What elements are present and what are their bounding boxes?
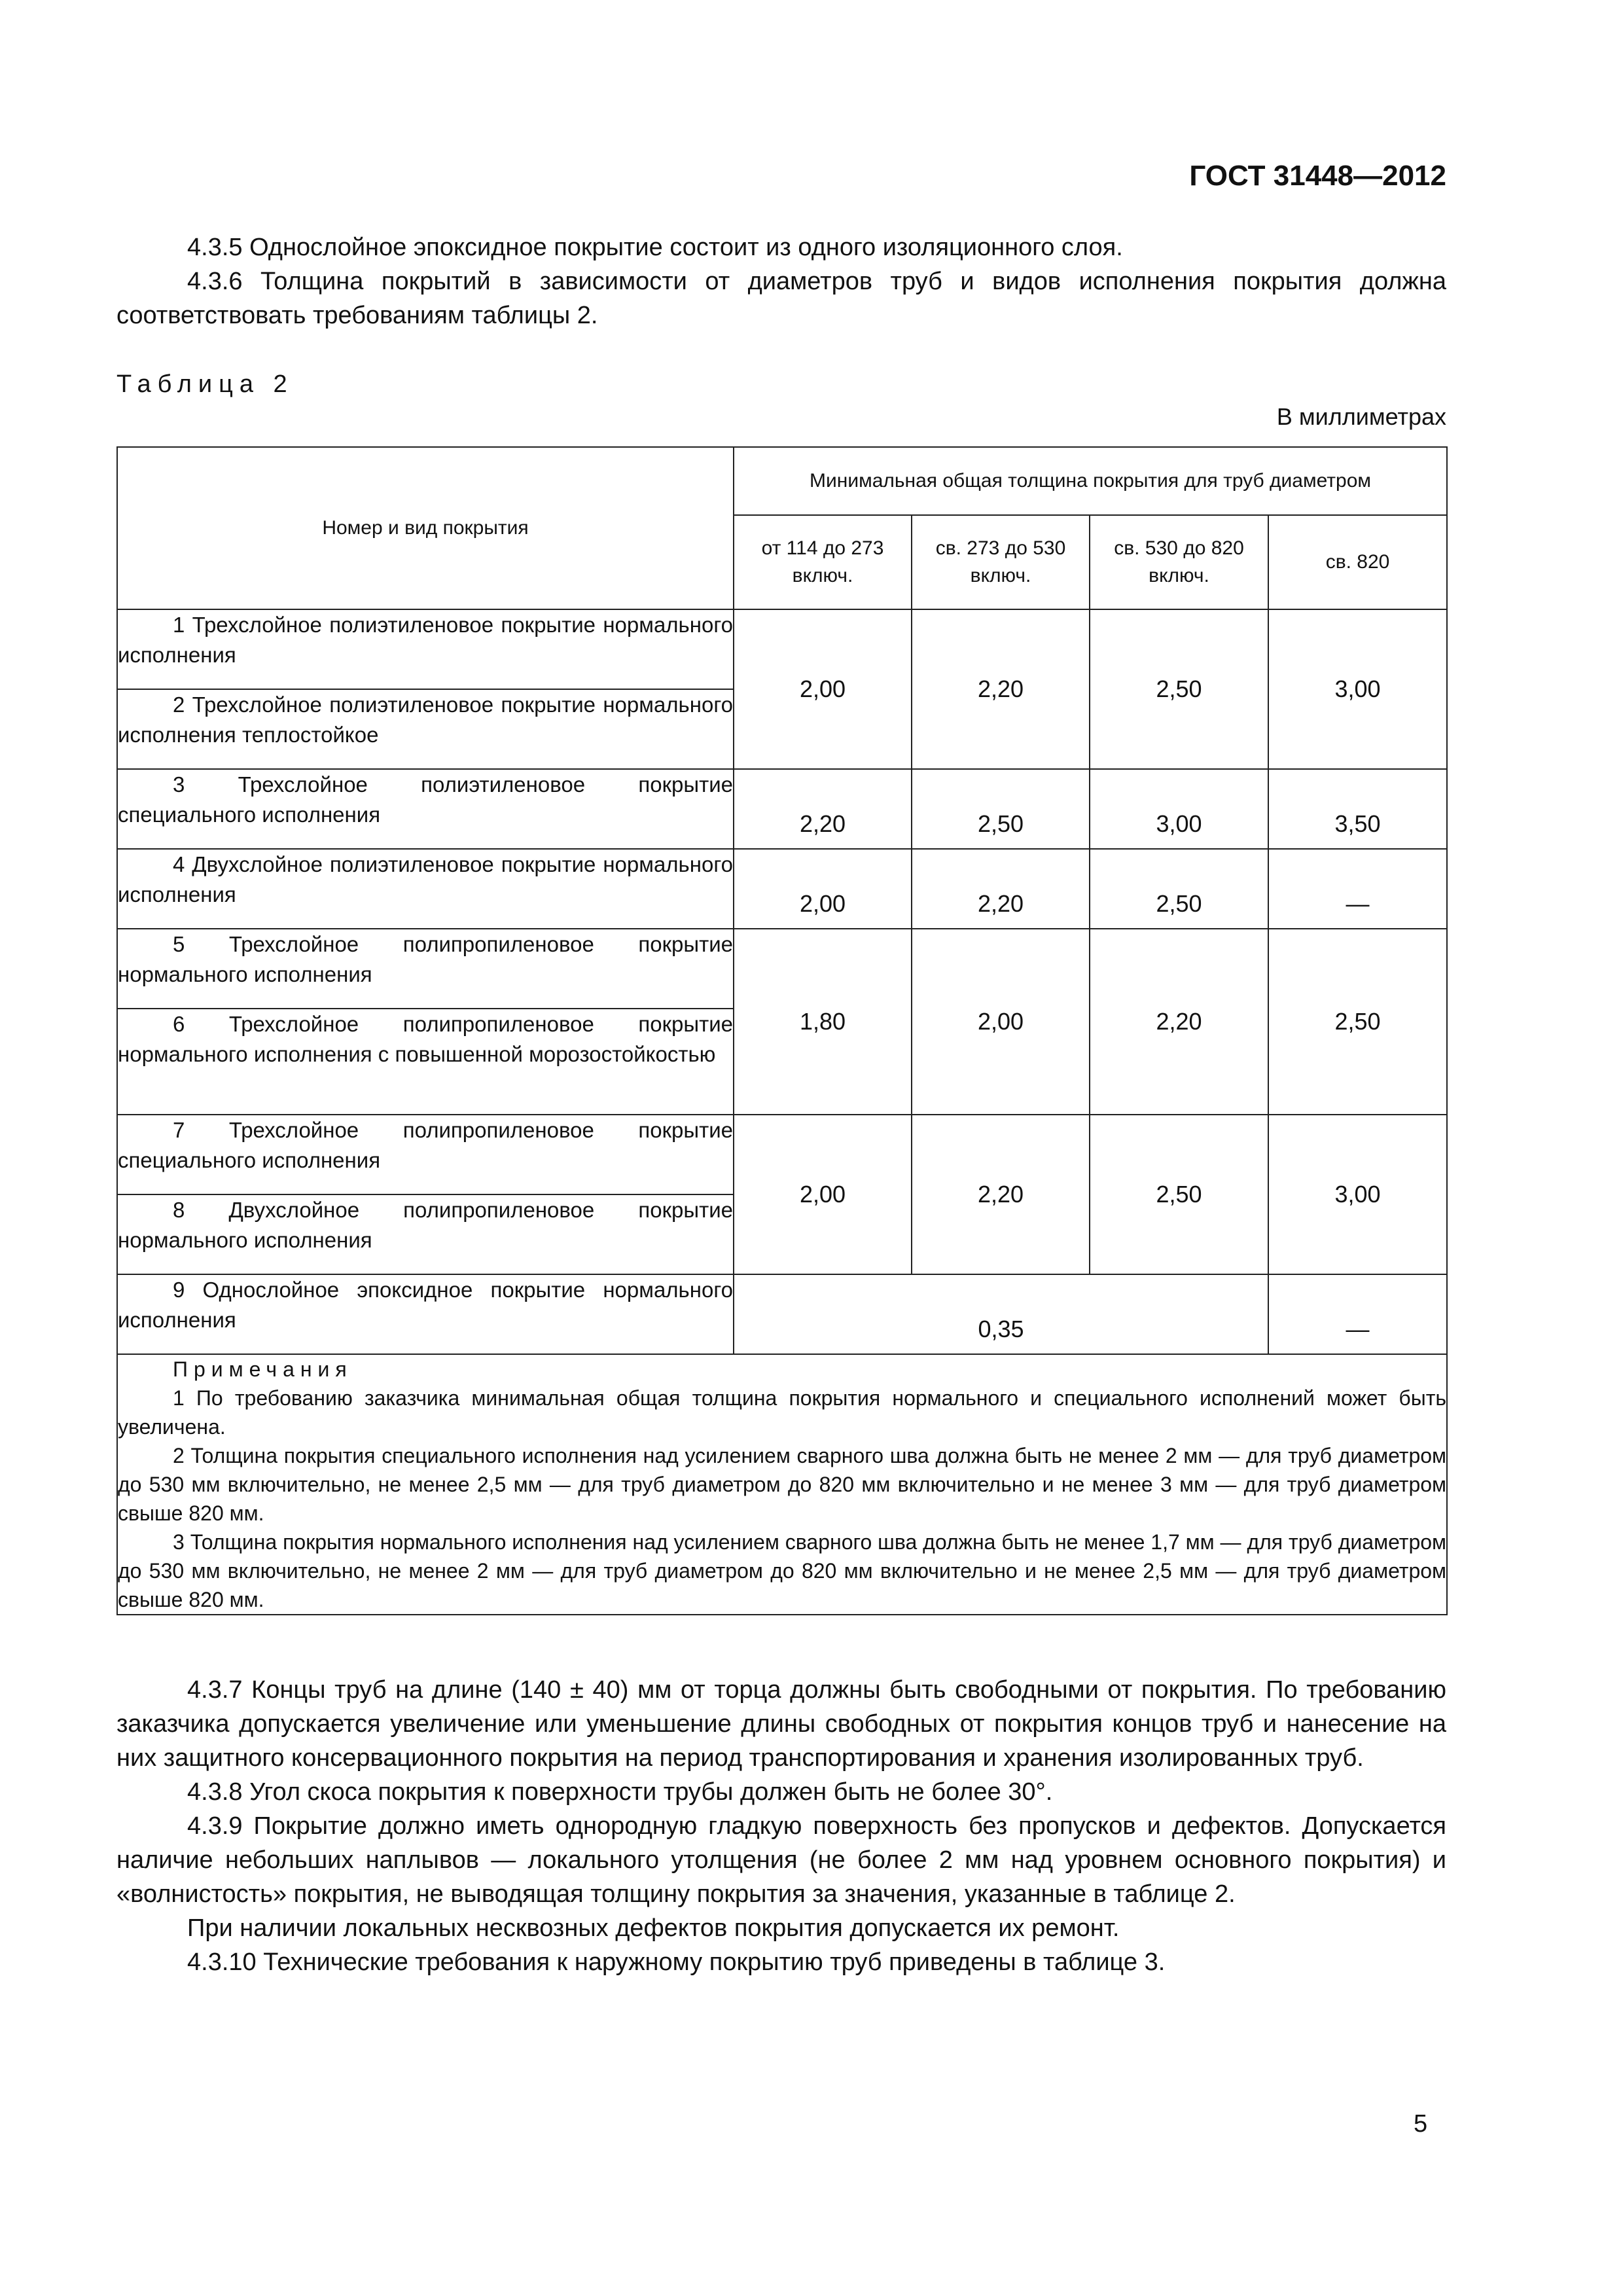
- value-cell: —: [1268, 849, 1447, 929]
- header-col-820-plus: св. 820: [1268, 515, 1447, 609]
- coating-9-label: 9 Однослойное эпоксидное покрытие нормального исполнения: [117, 1274, 734, 1354]
- paragraph-4-3-6: 4.3.6 Толщина покрытий в зависимости от диаметров труб и видов исполнения покрытия должна соответствовать требованиям таблицы 2.: [116, 268, 1446, 329]
- table-row: [117, 769, 1447, 849]
- table-notes-row: [117, 1354, 1447, 1615]
- value-cell: 2,50: [1090, 849, 1268, 929]
- header-min-thickness-group: Минимальная общая толщина покрытия для труб диаметром: [734, 447, 1447, 515]
- value-cell: 2,00: [734, 609, 912, 769]
- coating-6-label: 6 Трехслойное полипропиленовое покрытие нормального исполнения с повышенной морозостойкостью: [117, 1009, 734, 1115]
- table-caption: Таблица 2: [116, 370, 294, 398]
- following-paragraphs: [116, 1673, 1446, 1979]
- value-cell: 0,35: [734, 1274, 1268, 1354]
- value-cell: 2,20: [734, 769, 912, 849]
- value-cell: 2,50: [1090, 609, 1268, 769]
- coating-1-label: 1 Трехслойное полиэтиленовое покрытие нормального исполнения: [117, 609, 734, 689]
- table-row: [117, 609, 1447, 689]
- value-cell: 2,00: [734, 849, 912, 929]
- value-cell: 2,00: [912, 929, 1090, 1115]
- header-coating-type: Номер и вид покрытия: [117, 447, 734, 609]
- coating-thickness-table: [116, 446, 1448, 1615]
- standard-designation: ГОСТ 31448—2012: [1189, 160, 1446, 192]
- note-2: 2 Толщина покрытия специального исполнения над усилением сварного шва должна быть не менее 2 мм — для труб диаметром до 530 мм включительно, не менее 2,5 мм — для труб диаметром до 820 мм включительно и не менее 3 мм — для труб диаметром свыше 820 мм.: [118, 1444, 1447, 1525]
- coating-2-label: 2 Трехслойное полиэтиленовое покрытие нормального исполнения теплостойкое: [117, 689, 734, 769]
- coating-3-label: 3 Трехслойное полиэтиленовое покрытие специального исполнения: [117, 769, 734, 849]
- coating-7-label: 7 Трехслойное полипропиленовое покрытие специального исполнения: [117, 1115, 734, 1194]
- paragraph-4-3-7: 4.3.7 Концы труб на длине (140 ± 40) мм от торца должны быть свободными от покрытия. По требованию заказчика допускается увеличение или уменьшение длины свободных от покрытия концов труб и нанесение на них защитного консервационного покрытия на период транспортирования и хранения изолированных труб.: [116, 1676, 1446, 1772]
- note-1: 1 По требованию заказчика минимальная общая толщина покрытия нормального и специального исполнений может быть увеличена.: [118, 1386, 1447, 1439]
- header-col-114-273: от 114 до 273 включ.: [734, 515, 912, 609]
- paragraph-4-3-10: 4.3.10 Технические требования к наружному покрытию труб приведены в таблице 3.: [187, 1948, 1166, 1976]
- value-cell: 2,00: [734, 1115, 912, 1274]
- value-cell: —: [1268, 1274, 1447, 1354]
- coating-8-label: 8 Двухслойное полипропиленовое покрытие нормального исполнения: [117, 1194, 734, 1274]
- value-cell: 3,00: [1268, 609, 1447, 769]
- table-row: [117, 1274, 1447, 1354]
- coating-4-label: 4 Двухслойное полиэтиленовое покрытие нормального исполнения: [117, 849, 734, 929]
- value-cell: 2,20: [912, 849, 1090, 929]
- table-notes: [117, 1354, 1447, 1615]
- paragraph-repair: При наличии локальных несквозных дефектов покрытия допускается их ремонт.: [187, 1914, 1120, 1942]
- value-cell: 3,00: [1268, 1115, 1447, 1274]
- value-cell: 2,50: [1090, 1115, 1268, 1274]
- value-cell: 2,50: [912, 769, 1090, 849]
- value-cell: 3,00: [1090, 769, 1268, 849]
- paragraph-4-3-9: 4.3.9 Покрытие должно иметь однородную гладкую поверхность без пропусков и дефектов. Допускается наличие небольших наплывов — локального утолщения (не более 2 мм над уровнем основного покрытия) и «волнистость» покрытия, не выводящая толщину покрытия за значения, указанные в таблице 2.: [116, 1812, 1446, 1908]
- page-number: 5: [1414, 2110, 1428, 2138]
- notes-title: Примечания: [173, 1357, 353, 1381]
- value-cell: 1,80: [734, 929, 912, 1115]
- coating-5-label: 5 Трехслойное полипропиленовое покрытие нормального исполнения: [117, 929, 734, 1009]
- value-cell: 2,50: [1268, 929, 1447, 1115]
- paragraph-4-3-8: 4.3.8 Угол скоса покрытия к поверхности трубы должен быть не более 30°.: [187, 1778, 1053, 1806]
- value-cell: 2,20: [1090, 929, 1268, 1115]
- intro-paragraphs: [116, 230, 1446, 332]
- note-3: 3 Толщина покрытия нормального исполнения над усилением сварного шва должна быть не менее 1,7 мм — для труб диаметром до 530 мм включительно, не менее 2 мм — для труб диаметром до 820 мм включительно и не менее 2,5 мм — для труб диаметром свыше 820 мм.: [118, 1530, 1447, 1611]
- value-cell: 2,20: [912, 1115, 1090, 1274]
- paragraph-4-3-5: 4.3.5 Однослойное эпоксидное покрытие состоит из одного изоляционного слоя.: [187, 234, 1123, 261]
- header-col-273-530: св. 273 до 530 включ.: [912, 515, 1090, 609]
- table-units: В миллиметрах: [1276, 403, 1446, 430]
- value-cell: 3,50: [1268, 769, 1447, 849]
- table-row: [117, 929, 1447, 1009]
- table-row: [117, 849, 1447, 929]
- table-row: [117, 1115, 1447, 1194]
- header-col-530-820: св. 530 до 820 включ.: [1090, 515, 1268, 609]
- value-cell: 2,20: [912, 609, 1090, 769]
